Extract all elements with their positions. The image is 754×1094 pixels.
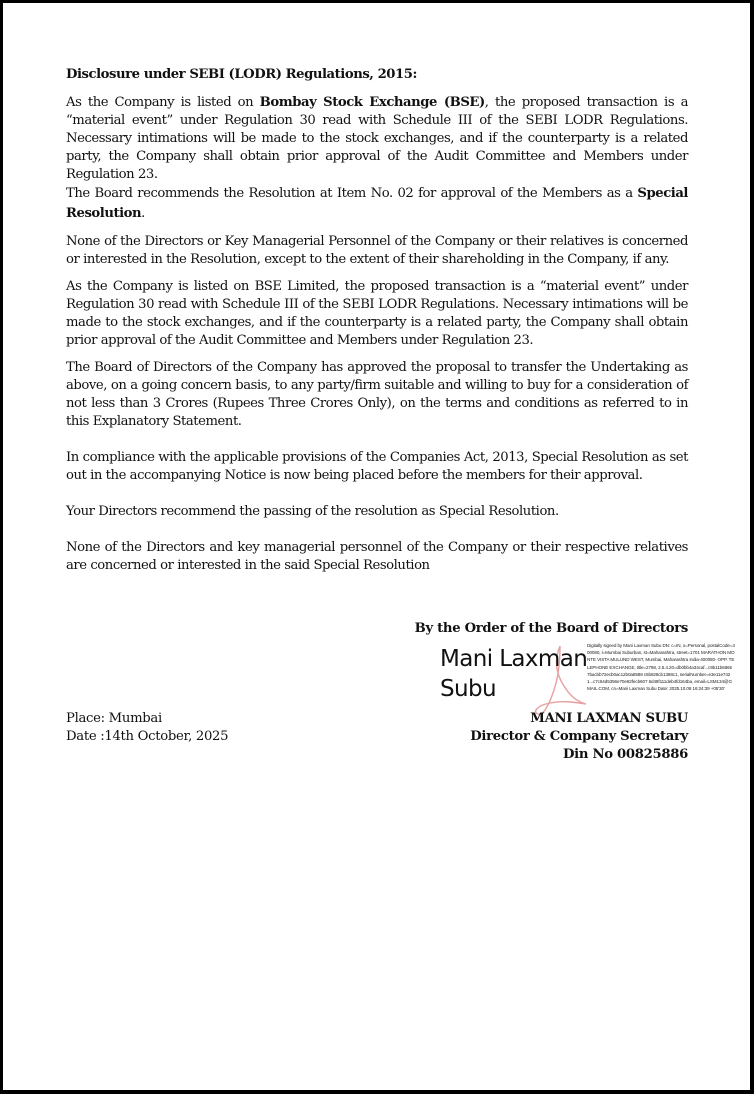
signer-din: Din No 00825886 bbox=[563, 747, 688, 762]
signer-designation: Director & Company Secretary bbox=[470, 729, 688, 744]
bold-text-special-resolution: Special Resolution bbox=[66, 186, 688, 221]
text-span: . bbox=[141, 206, 145, 221]
paragraph-bse-disclosure bbox=[66, 94, 688, 184]
paragraph-no-interest: None of the Directors and key managerial personnel of the Company or their respective relatives are concerned or interested in the said Special Resolution bbox=[66, 540, 688, 573]
signature-signer-name bbox=[440, 644, 587, 704]
paragraph-recommend-passing: Your Directors recommend the passing of the resolution as Special Resolution. bbox=[66, 504, 559, 519]
signer-name-line1: Mani Laxman bbox=[440, 646, 588, 672]
section-heading: Disclosure under SEBI (LODR) Regulations, 2015: bbox=[66, 67, 417, 82]
paragraph-bse-limited: As the Company is listed on BSE Limited, the proposed transaction is a “material event” under Regulation 30 read with Schedule III of the SEBI LODR Regulations. Necessary intimations will be made to the stock exchanges, and if the counterparty is a related party, the Company shall obtain prior approval of the Audit Committee and Members under Regulation 23. bbox=[66, 279, 688, 348]
paragraph-transfer-approval: The Board of Directors of the Company has approved the proposal to transfer the Undertaking as above, on a going concern basis, to any party/firm suitable and willing to buy for a consideration of not less than 3 Crores (Rupees Three Crores Only), on the terms and conditions as referred to in this Explanatory Statement. bbox=[66, 360, 688, 429]
bold-text-bse: Bombay Stock Exchange (BSE) bbox=[259, 95, 485, 110]
place-text: Place: Mumbai bbox=[66, 711, 162, 726]
order-of-board-line: By the Order of the Board of Directors bbox=[414, 621, 688, 636]
date-text: Date :14th October, 2025 bbox=[66, 729, 229, 744]
signer-details-block bbox=[470, 710, 688, 764]
document-body bbox=[66, 66, 688, 575]
paragraph-board-recommendation bbox=[66, 184, 688, 224]
digital-signature-details: Digitally signed by Mani Laxman Subu DN: c=IN, o=Personal, postalCode=400080, l=Mumbai Suburban, st=Maharashtra, street=1701 MARATHON MONTE VISTA MULUND WEST, Mumbai, Maharashtra India-400080- OPP. TELEPHONE EXCHANGE, title=2798, 2.5.4.20=db0bb4a34caf...c9b11b6865 7bacbb72ecb0ac12b0a8588 c5b828cb1388c1, serialNumber=e3e11e7421...c7c64d5356e70e82fecb607 6d48f111deb4fd164ba, email=LSM134@GMAIL.COM, cn=Mani Laxman Subu Date: 2025.10.08 16:24:39 +05'30' bbox=[587, 643, 735, 692]
text-span: As the Company is listed on bbox=[66, 95, 260, 110]
signer-name-line2: Subu bbox=[440, 676, 496, 702]
text-span: , the proposed transaction is a “material event” under Regulation 30 read with Schedule III of the SEBI LODR Regulations. Necessary intimations will be made to the stock exchanges, and if the counterparty is a related party, the Company shall obtain prior approval of the Audit Committee and Members under Regulation 23. bbox=[66, 95, 688, 182]
text-span: The Board recommends the Resolution at Item No. 02 for approval of the Members as a bbox=[66, 186, 638, 201]
paragraph-directors-interest: None of the Directors or Key Managerial Personnel of the Company or their relatives is concerned or interested in the Resolution, except to the extent of their shareholding in the Company, if any. bbox=[66, 234, 688, 267]
signer-name: MANI LAXMAN SUBU bbox=[530, 711, 688, 726]
paragraph-compliance: In compliance with the applicable provisions of the Companies Act, 2013, Special Resolution as set out in the accompanying Notice is now being placed before the members for their approval. bbox=[66, 450, 688, 483]
place-date-block bbox=[66, 710, 228, 746]
